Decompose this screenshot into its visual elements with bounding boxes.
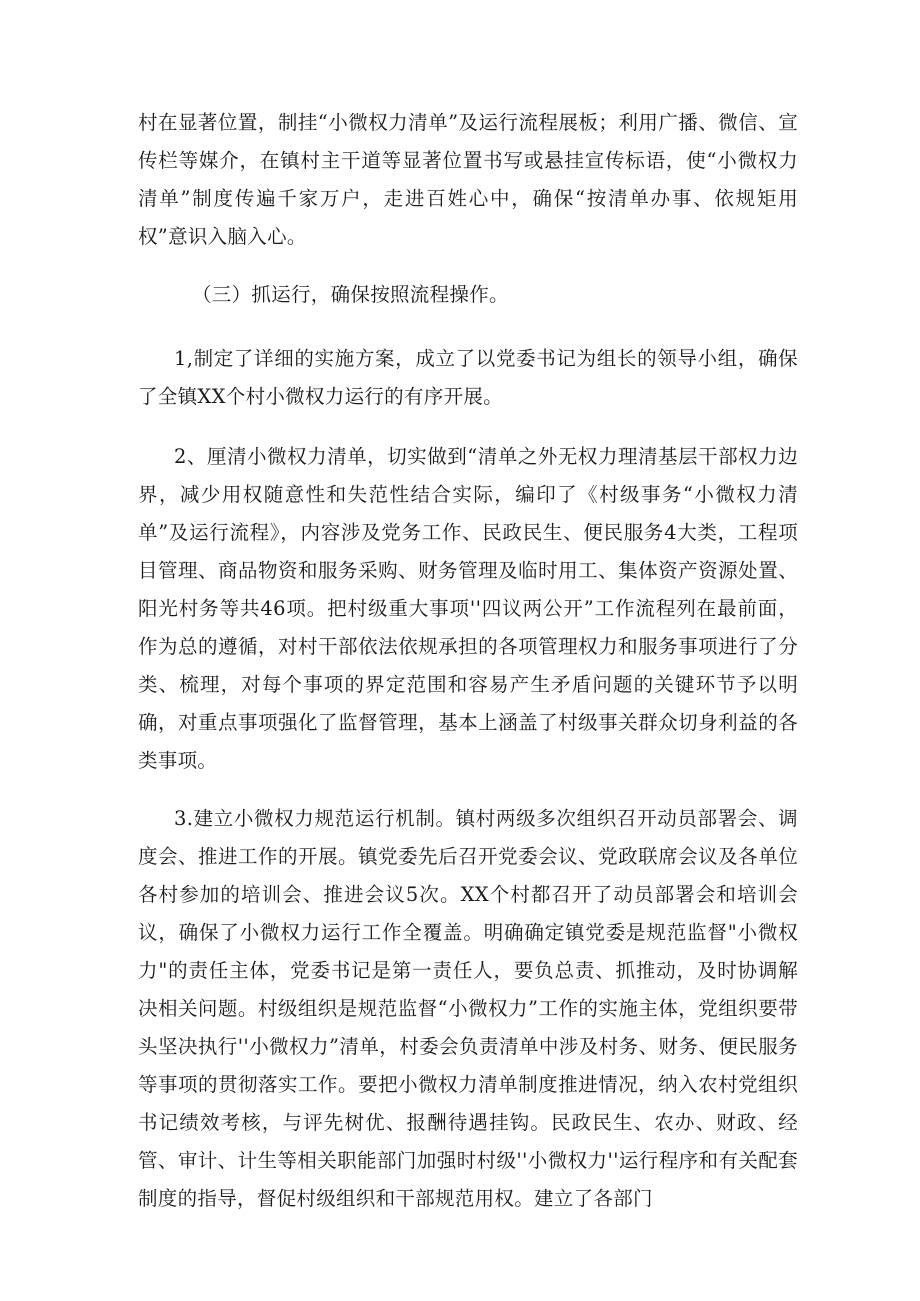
paragraph-item-2: 2、厘清小微权力清单，切实做到“清单之外无权力理清基层干部权力边界，减少用权随意性和失范性结合实际，编印了《村级事务“小微权力清单”及运行流程》，内容涉及党务工作、民政民生、便民服务4大类，工程项目管理、商品物资和服务采购、财务管理及临时用工、集体资产资源处置、阳光村务等共46项。把村级重大事项''四议两公开”工作流程列在最前面，作为总的遵循，对村干部依法依规承担的各项管理权力和服务事项进行了分类、梳理，对每个事项的界定范围和容易产生矛盾问题的关键环节予以明确，对重点事项强化了监督管理，基本上涵盖了村级事关群众切身利益的各类事项。 bbox=[138, 445, 798, 772]
paragraph-continuation: 村在显著位置，制挂“小微权力清单”及运行流程展板；利用广播、微信、宣传栏等媒介，在镇村主干道等显著位置书写或悬挂宣传标语，使“小微权力清单”制度传遍千家万户，走进百姓心中，确保“按清单办事、依规矩用权”意识入脑入心。 bbox=[138, 111, 798, 248]
section-heading: （三）抓运行，确保按照流程操作。 bbox=[192, 283, 509, 306]
paragraph-item-3: 3.建立小微权力规范运行机制。镇村两级多次组织召开动员部署会、调度会、推进工作的开展。镇党委先后召开党委会议、党政联席会议及各单位各村参加的培训会、推进会议5次。XX个村都召开了动员部署会和培训会议，确保了小微权力运行工作全覆盖。明确确定镇党委是规范监督"小微权力"的责任主体，党委书记是第一责任人，要负总责、抓推动，及时协调解决相关问题。村级组织是规范监督“小微权力”工作的实施主体，党组织要带头坚决执行''小微权力”清单，村委会负责清单中涉及村务、财务、便民服务等事项的贯彻落实工作。要把小微权力清单制度推进情况，纳入农村党组织书记绩效考核，与评先树优、报酬待遇挂钩。民政民生、农办、财政、经管、审计、计生等相关职能部门加强时村级''小微权力''运行程序和有关配套制度的指导，督促村级组织和干部规范用权。建立了各部门 bbox=[138, 807, 798, 1210]
paragraph-item-1: 1,制定了详细的实施方案，成立了以党委书记为组长的领导小组，确保了全镇XX个村小微权力运行的有序开展。 bbox=[138, 347, 798, 408]
